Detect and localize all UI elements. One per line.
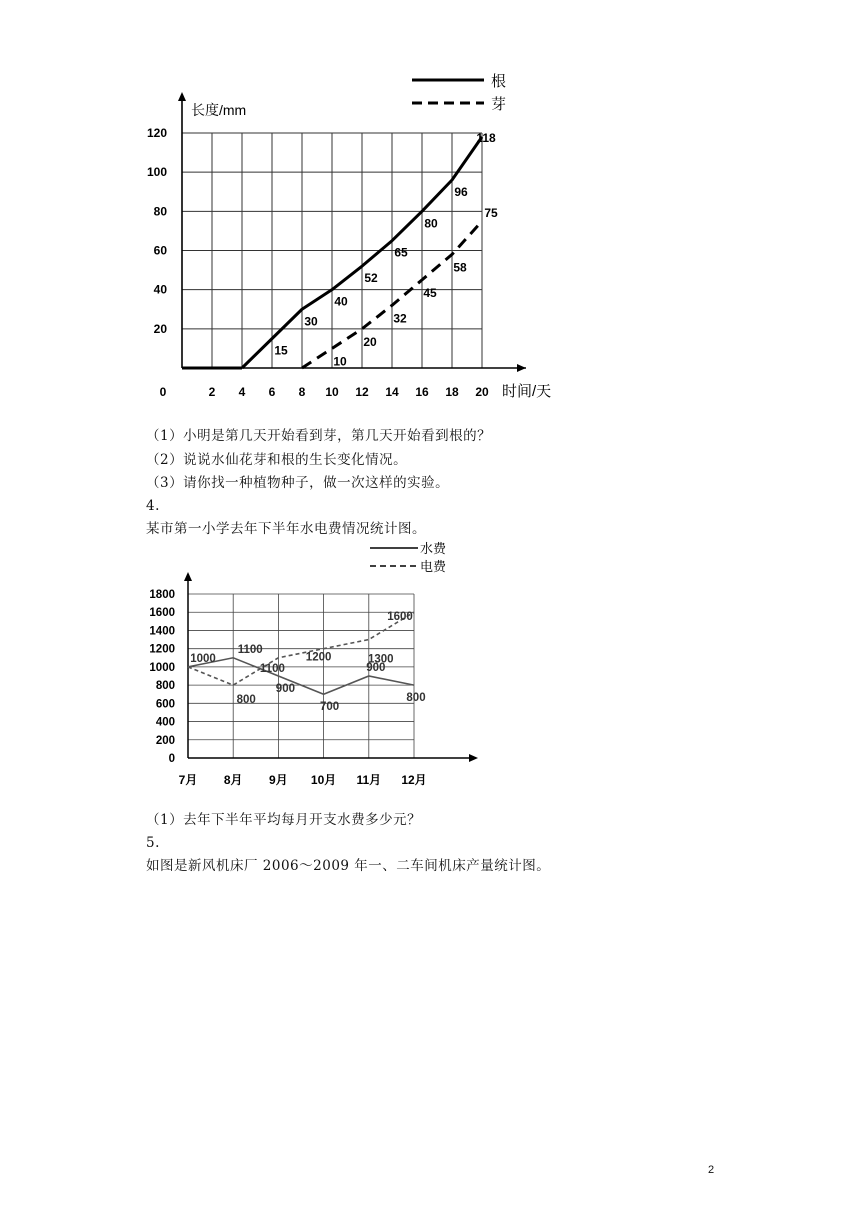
- y-tick-label: 1400: [149, 625, 175, 638]
- y-axis-arrow: [184, 572, 192, 581]
- x-tick-label: 16: [415, 385, 429, 399]
- y-axis-title: 长度/mm: [191, 102, 247, 118]
- x-tick-label: 7月: [178, 773, 198, 787]
- problem-number-4: 4.: [146, 498, 160, 514]
- electric-data-label: 1200: [305, 651, 332, 664]
- question-1-1: （1）小明是第几天开始看到芽，第几天开始看到根的？: [146, 428, 492, 444]
- y-tick-label: 400: [155, 716, 175, 729]
- root-data-label: 30: [304, 314, 318, 329]
- electric-data-label: 1600: [387, 611, 413, 624]
- water-data-label: 800: [406, 692, 426, 705]
- x-tick-label: 18: [445, 385, 459, 399]
- x-tick-label: 9月: [269, 773, 288, 787]
- root-data-label: 65: [394, 245, 408, 260]
- y-tick-label: 1600: [149, 607, 175, 620]
- legend-root-label: 根: [491, 73, 507, 90]
- x-tick-label: 12: [355, 385, 369, 399]
- electric-data-label: 800: [236, 694, 256, 707]
- water-data-label: 700: [320, 701, 340, 714]
- growth-line-chart: [0, 0, 860, 420]
- x-tick-label: 2: [208, 385, 216, 399]
- water-data-label: 1000: [190, 652, 216, 665]
- x-tick-label: 8月: [223, 773, 243, 787]
- x-tick-label: 8: [298, 385, 306, 399]
- electric-data-label: 1100: [259, 662, 285, 675]
- page-number: 2: [708, 1164, 715, 1176]
- legend-electric-label: 电费: [420, 559, 447, 574]
- problem-4-intro: 某市第一小学去年下半年水电费情况统计图。: [146, 521, 426, 537]
- y-tick-label: 1000: [149, 661, 175, 674]
- root-data-label: 118: [476, 130, 496, 145]
- legend-sprout-label: 芽: [491, 96, 507, 113]
- y-tick-label: 40: [153, 282, 167, 297]
- root-data-label: 15: [274, 343, 288, 358]
- question-1-2: （2）说说水仙花芽和根的生长变化情况。: [146, 452, 408, 468]
- water-data-label: 900: [366, 662, 386, 674]
- question-1-3: （3）请你找一种植物种子，做一次这样的实验。: [146, 475, 450, 491]
- question-4-1: （1）去年下半年平均每月开支水费多少元？: [146, 812, 422, 828]
- x-tick-label: 20: [475, 385, 489, 399]
- y-tick-label: 20: [153, 321, 167, 336]
- x-axis-arrow: [517, 364, 526, 372]
- x-tick-label: 11月: [356, 773, 382, 787]
- sprout-data-label: 32: [393, 311, 407, 326]
- root-data-label: 80: [424, 216, 438, 231]
- y-tick-label: 60: [153, 243, 167, 258]
- water-data-label: 1100: [237, 643, 263, 656]
- sprout-data-label: 75: [484, 206, 498, 221]
- x-tick-label: 6: [268, 385, 276, 399]
- y-tick-label: 800: [155, 680, 175, 693]
- sprout-data-label: 10: [333, 354, 347, 369]
- y-tick-label: 1800: [149, 589, 175, 601]
- y-tick-label: 0: [168, 753, 175, 765]
- x-tick-label: 4: [238, 385, 246, 399]
- x-tick-label: 12月: [401, 773, 427, 787]
- sprout-data-label: 58: [453, 260, 467, 275]
- problem-5-intro: 如图是新风机床厂 2006～2009 年一、二车间机床产量统计图。: [146, 858, 551, 874]
- water-data-label: 900: [275, 683, 295, 695]
- x-axis-arrow: [469, 754, 478, 762]
- problem-number-5: 5.: [146, 835, 160, 851]
- legend-water-label: 水费: [420, 541, 447, 556]
- sprout-data-label: 45: [423, 285, 437, 300]
- x-tick-label: 14: [385, 385, 399, 399]
- x-tick-label: 10: [325, 385, 339, 399]
- y-tick-label: 100: [146, 165, 167, 180]
- x-tick-label: 0: [159, 385, 167, 399]
- y-tick-label: 80: [153, 204, 167, 219]
- utility-fee-line-chart: [0, 530, 860, 800]
- sprout-data-label: 20: [363, 334, 377, 349]
- root-data-label: 52: [364, 271, 378, 286]
- x-tick-label: 10月: [310, 773, 337, 787]
- electric-data-label: 1300: [368, 653, 394, 666]
- y-tick-label: 1200: [149, 643, 175, 656]
- y-tick-label: 600: [155, 698, 175, 711]
- x-axis-title: 时间/天: [502, 383, 552, 400]
- y-axis-arrow: [178, 92, 186, 101]
- root-data-label: 96: [454, 185, 468, 199]
- y-tick-label: 200: [155, 734, 175, 747]
- y-tick-label: 120: [146, 126, 167, 140]
- root-data-label: 40: [334, 294, 348, 309]
